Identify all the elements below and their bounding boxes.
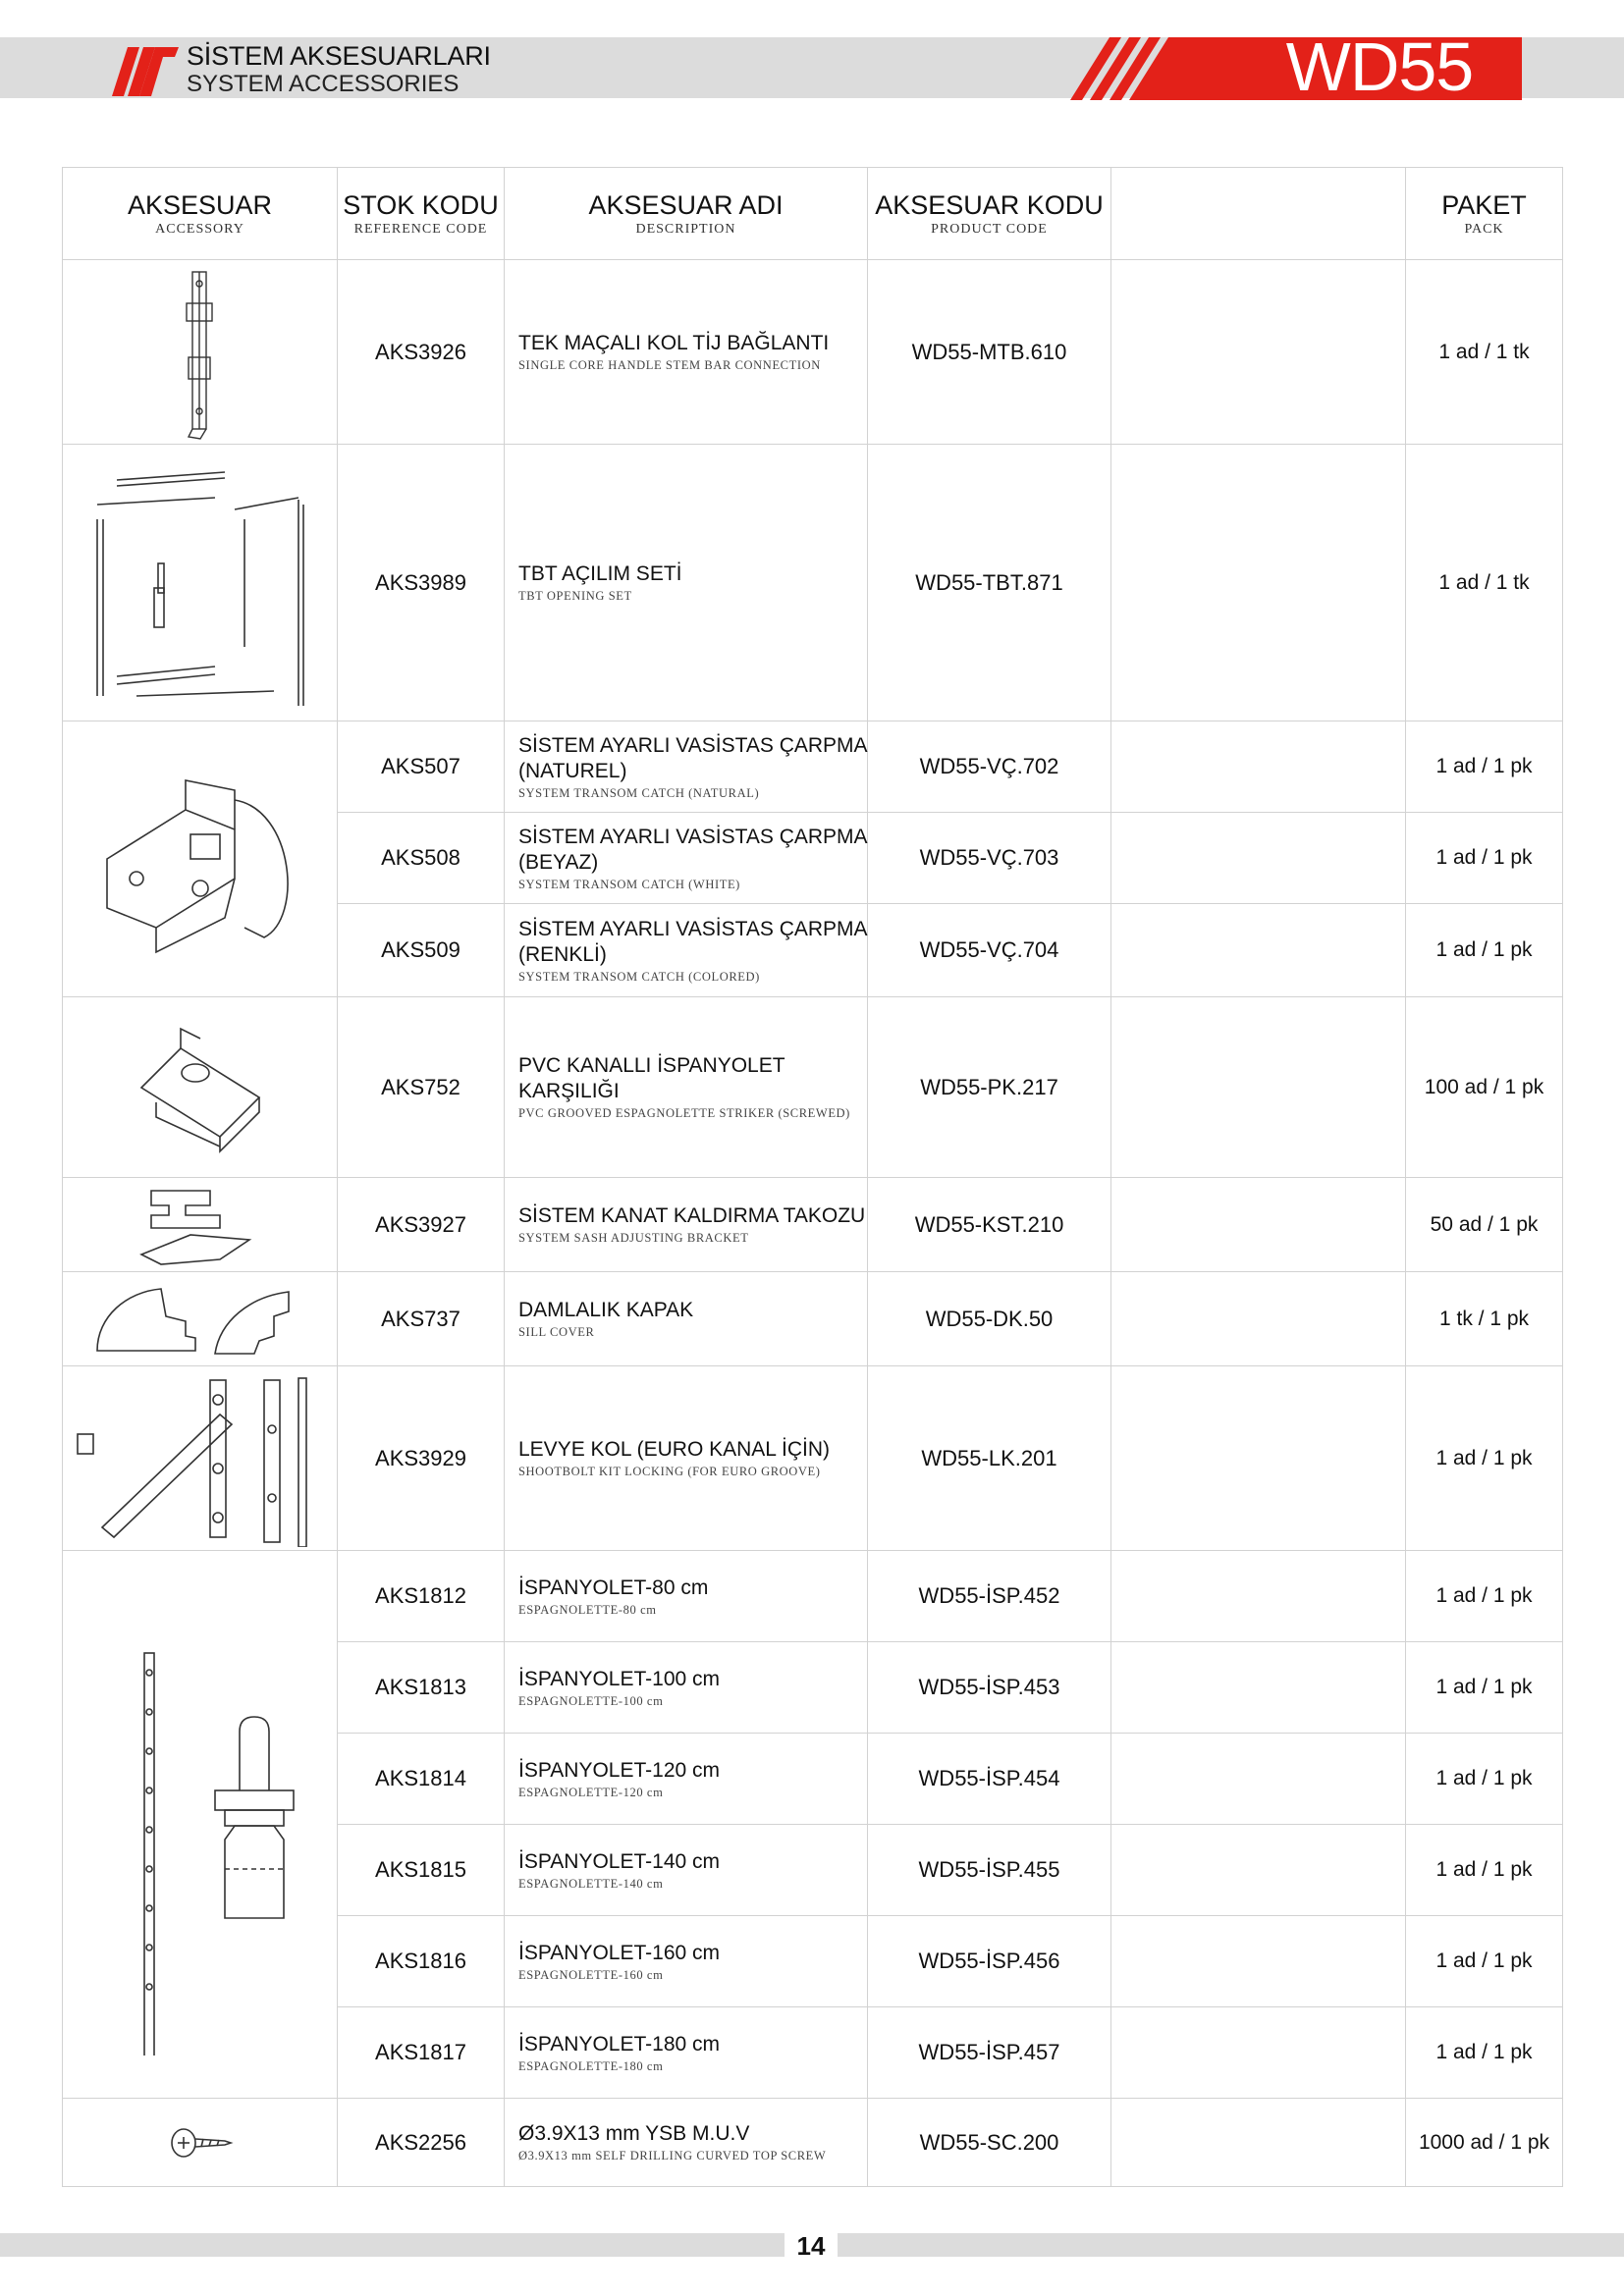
page-number: 14	[796, 2231, 826, 2261]
item-name-en: SHOOTBOLT KIT LOCKING (FOR EURO GROOVE)	[518, 1465, 821, 1478]
stock-code: AKS3989	[338, 445, 505, 721]
stock-code: AKS1814	[338, 1734, 505, 1825]
shootbolt-lever-icon	[73, 1370, 328, 1547]
item-name: PVC KANALLI İSPANYOLET KARŞILIĞI	[518, 1054, 785, 1102]
empty-cell	[1111, 1734, 1406, 1825]
description-cell	[505, 2099, 868, 2187]
accessory-image	[63, 2099, 338, 2187]
description-cell	[505, 1825, 868, 1916]
product-code: WD55-PK.217	[868, 997, 1111, 1178]
item-name: İSPANYOLET-160 cm	[518, 1941, 721, 1964]
col-header-description: AKSESUAR ADI DESCRIPTION	[505, 168, 868, 260]
pack-quantity: 1 ad / 1 pk	[1406, 2007, 1563, 2099]
description-cell	[505, 1642, 868, 1734]
empty-cell	[1111, 1642, 1406, 1734]
description-cell	[505, 997, 868, 1178]
table-row	[63, 2099, 1563, 2187]
empty-cell	[1111, 1272, 1406, 1366]
empty-cell	[1111, 2007, 1406, 2099]
empty-cell	[1111, 445, 1406, 721]
item-name: LEVYE KOL (EURO KANAL İÇİN)	[518, 1438, 831, 1461]
description-cell	[505, 445, 868, 721]
accessory-image	[63, 997, 338, 1178]
pack-quantity: 1 ad / 1 pk	[1406, 1642, 1563, 1734]
description-cell	[505, 813, 868, 904]
description-cell	[505, 721, 868, 813]
empty-cell	[1111, 904, 1406, 997]
product-code: WD55-VÇ.703	[868, 813, 1111, 904]
accessory-image	[63, 445, 338, 721]
item-name-en: SYSTEM TRANSOM CATCH (COLORED)	[518, 969, 760, 984]
product-code: WD55-İSP.454	[868, 1734, 1111, 1825]
screw-icon	[166, 2123, 235, 2163]
sash-bracket-icon	[132, 1181, 269, 1269]
description-cell	[505, 904, 868, 997]
pack-quantity: 1 ad / 1 pk	[1406, 813, 1563, 904]
item-name: İSPANYOLET-140 cm	[518, 1849, 721, 1873]
accessory-image	[63, 1551, 338, 2099]
item-name: DAMLALIK KAPAK	[518, 1299, 694, 1321]
item-name-en: Ø3.9X13 mm SELF DRILLING CURVED TOP SCREW	[518, 2149, 827, 2163]
header-subtitle: SYSTEM ACCESSORIES	[187, 71, 460, 97]
col-header-empty	[1111, 168, 1406, 260]
pack-quantity: 1 ad / 1 tk	[1406, 445, 1563, 721]
item-name: Ø3.9X13 mm YSB M.U.V	[518, 2122, 750, 2145]
table-row	[63, 260, 1563, 445]
table-row	[63, 997, 1563, 1178]
pack-quantity: 50 ad / 1 pk	[1406, 1178, 1563, 1272]
empty-cell	[1111, 260, 1406, 445]
empty-cell	[1111, 1916, 1406, 2007]
empty-cell	[1111, 1551, 1406, 1642]
table-row	[63, 721, 1563, 813]
empty-cell	[1111, 813, 1406, 904]
brand-logo-icon	[110, 39, 181, 98]
pack-quantity: 1 ad / 1 pk	[1406, 1825, 1563, 1916]
item-name-en: ESPAGNOLETTE-180 cm	[518, 2058, 664, 2073]
item-name-en: SYSTEM TRANSOM CATCH (NATURAL)	[518, 785, 760, 800]
item-name: İSPANYOLET-80 cm	[518, 1575, 709, 1599]
empty-cell	[1111, 997, 1406, 1178]
pack-quantity: 1 ad / 1 pk	[1406, 1734, 1563, 1825]
empty-cell	[1111, 1178, 1406, 1272]
stock-code: AKS1812	[338, 1551, 505, 1642]
stock-code: AKS737	[338, 1272, 505, 1366]
pack-quantity: 1 ad / 1 tk	[1406, 260, 1563, 445]
item-name-en: SILL COVER	[518, 1325, 595, 1339]
description-cell	[505, 1366, 868, 1551]
stock-code: AKS752	[338, 997, 505, 1178]
col-header-pack: PAKET PACK	[1406, 168, 1563, 260]
product-code: WD55-DK.50	[868, 1272, 1111, 1366]
header-title: SİSTEM AKSESUARLARI	[187, 41, 491, 71]
item-name-en: SINGLE CORE HANDLE STEM BAR CONNECTION	[518, 358, 821, 372]
pack-quantity: 1 ad / 1 pk	[1406, 1551, 1563, 1642]
product-code: WD55-SC.200	[868, 2099, 1111, 2187]
stock-code: AKS1815	[338, 1825, 505, 1916]
accessory-image	[63, 1366, 338, 1551]
stock-code: AKS3926	[338, 260, 505, 445]
description-cell	[505, 1916, 868, 2007]
item-name-en: ESPAGNOLETTE-100 cm	[518, 1693, 664, 1708]
stock-code: AKS507	[338, 721, 505, 813]
accessory-image	[63, 1178, 338, 1272]
item-name: SİSTEM AYARLI VASİSTAS ÇARPMA (RENKLİ)	[518, 917, 867, 966]
accessory-image	[63, 721, 338, 997]
description-cell	[505, 1551, 868, 1642]
item-name-en: TBT OPENING SET	[518, 589, 632, 603]
stock-code: AKS2256	[338, 2099, 505, 2187]
stock-code: AKS509	[338, 904, 505, 997]
stem-bar-connection-icon	[171, 264, 230, 441]
pack-quantity: 1 ad / 1 pk	[1406, 721, 1563, 813]
description-cell	[505, 1734, 868, 1825]
item-name: İSPANYOLET-180 cm	[518, 2032, 721, 2056]
pack-quantity: 1 ad / 1 pk	[1406, 1366, 1563, 1551]
product-code: WD55-İSP.455	[868, 1825, 1111, 1916]
table-row	[63, 445, 1563, 721]
product-code: WD55-MTB.610	[868, 260, 1111, 445]
table-row	[63, 1551, 1563, 1642]
description-cell	[505, 1272, 868, 1366]
product-code: WD55-TBT.871	[868, 445, 1111, 721]
product-code: WD55-İSP.452	[868, 1551, 1111, 1642]
pack-quantity: 1 ad / 1 pk	[1406, 1916, 1563, 2007]
pack-quantity: 1000 ad / 1 pk	[1406, 2099, 1563, 2187]
item-name-en: SYSTEM SASH ADJUSTING BRACKET	[518, 1231, 749, 1245]
product-code: WD55-İSP.453	[868, 1642, 1111, 1734]
empty-cell	[1111, 2099, 1406, 2187]
item-name: SİSTEM KANAT KALDIRMA TAKOZU	[518, 1204, 866, 1227]
description-cell	[505, 2007, 868, 2099]
item-name-en: ESPAGNOLETTE-140 cm	[518, 1876, 664, 1891]
stock-code: AKS1817	[338, 2007, 505, 2099]
model-name: WD55	[1285, 28, 1474, 105]
item-name-en: SYSTEM TRANSOM CATCH (WHITE)	[518, 877, 740, 891]
item-name-en: ESPAGNOLETTE-160 cm	[518, 1967, 664, 1982]
transom-catch-icon	[78, 741, 323, 977]
table-row	[63, 1366, 1563, 1551]
product-code: WD55-VÇ.702	[868, 721, 1111, 813]
item-name: TBT AÇILIM SETİ	[518, 562, 682, 585]
product-code: WD55-VÇ.704	[868, 904, 1111, 997]
item-name: SİSTEM AYARLI VASİSTAS ÇARPMA (NATUREL)	[518, 733, 867, 782]
description-cell	[505, 1178, 868, 1272]
product-code: WD55-KST.210	[868, 1178, 1111, 1272]
stock-code: AKS3927	[338, 1178, 505, 1272]
item-name-en: ESPAGNOLETTE-80 cm	[518, 1602, 657, 1617]
product-code: WD55-İSP.457	[868, 2007, 1111, 2099]
table-row	[63, 1178, 1563, 1272]
item-name: TEK MAÇALI KOL TİJ BAĞLANTI	[518, 332, 830, 354]
description-cell	[505, 260, 868, 445]
table-header-row	[63, 168, 1563, 260]
stock-code: AKS1813	[338, 1642, 505, 1734]
item-name: İSPANYOLET-100 cm	[518, 1667, 721, 1690]
pack-quantity: 100 ad / 1 pk	[1406, 997, 1563, 1178]
empty-cell	[1111, 1825, 1406, 1916]
sill-cover-icon	[78, 1277, 323, 1361]
pack-quantity: 1 ad / 1 pk	[1406, 904, 1563, 997]
col-header-stock-code: STOK KODU REFERENCE CODE	[338, 168, 505, 260]
espagnolette-striker-icon	[122, 1019, 279, 1156]
stock-code: AKS508	[338, 813, 505, 904]
espagnolette-icon	[87, 1594, 313, 2056]
item-name-en: ESPAGNOLETTE-120 cm	[518, 1785, 664, 1799]
item-name: İSPANYOLET-120 cm	[518, 1758, 721, 1782]
col-header-product-code: AKSESUAR KODU PRODUCT CODE	[868, 168, 1111, 260]
col-header-accessory: AKSESUAR ACCESSORY	[63, 168, 338, 260]
item-name-en: PVC GROOVED ESPAGNOLETTE STRIKER (SCREWED)	[518, 1106, 850, 1120]
item-name: SİSTEM AYARLI VASİSTAS ÇARPMA (BEYAZ)	[518, 825, 867, 874]
product-code: WD55-İSP.456	[868, 1916, 1111, 2007]
product-code: WD55-LK.201	[868, 1366, 1111, 1551]
tbt-opening-set-icon	[78, 451, 323, 716]
accessory-image	[63, 1272, 338, 1366]
empty-cell	[1111, 721, 1406, 813]
stock-code: AKS1816	[338, 1916, 505, 2007]
pack-quantity: 1 tk / 1 pk	[1406, 1272, 1563, 1366]
stock-code: AKS3929	[338, 1366, 505, 1551]
empty-cell	[1111, 1366, 1406, 1551]
table-row	[63, 1272, 1563, 1366]
accessory-image	[63, 260, 338, 445]
accessory-table	[62, 167, 1563, 2187]
